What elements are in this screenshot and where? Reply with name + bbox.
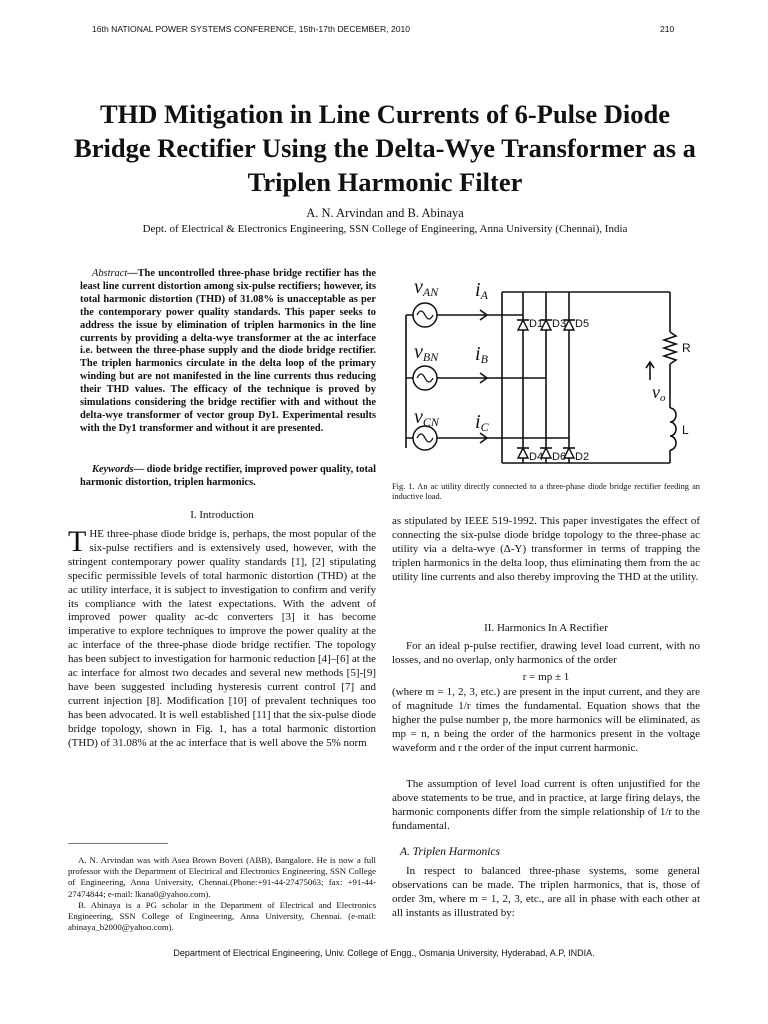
label-ia: iA — [475, 279, 488, 302]
figure-caption: Fig. 1. An ac utility directly connected to a three-phase diode bridge rectifier feeding an inductive load. — [392, 482, 700, 502]
label-van: vAN — [414, 276, 439, 299]
label-r: R — [682, 341, 691, 355]
footnote-rule — [68, 843, 168, 844]
label-d6: D6 — [552, 451, 567, 463]
section-2-heading: II. Harmonics In A Rectifier — [484, 622, 608, 634]
label-d3: D3 — [552, 318, 567, 330]
right-para-1: as stipulated by IEEE 519-1992. This paper investigates the effect of connecting the six-pulse diode bridge topology to the three-phase ac utility via a delta-wye (Δ-Y) transformer in terms of trapping the triplen harmonics in the delta loop, thus eliminating them from the ac utility line currents and also thereby improving the THD at the utility. — [392, 515, 700, 583]
conference-header: 16th NATIONAL POWER SYSTEMS CONFERENCE, 15th-17th DECEMBER, 2010 — [92, 24, 411, 34]
drop-cap: T — [68, 525, 87, 558]
label-vo: vo — [652, 382, 666, 404]
footnotes — [68, 855, 376, 933]
right-para-4: The assumption of level load current is often unjustified for the above statements to be true, and in practice, at large firing delays, the harmonic components differ from the simple relationship of 1/r to the fundamental. — [392, 778, 700, 832]
right-para-5: In respect to balanced three-phase systems, some general observations can be made. The triplen harmonics, that is, those of order 3m, where m = 1, 2, 3, etc., are all in phase with each other at all instants as illustrated by: — [392, 865, 700, 919]
label-d2: D2 — [575, 451, 590, 463]
page-footer: Department of Electrical Engineering, Univ. College of Engg., Osmania University, Hyderabad, A.P, INDIA. — [173, 948, 595, 958]
subsection-heading: A. Triplen Harmonics — [400, 846, 500, 858]
diode-d1-symbol — [518, 320, 528, 330]
abstract-label: Abstract — [92, 268, 128, 279]
label-l: L — [682, 423, 689, 437]
authors: A. N. Arvindan and B. Abinaya — [306, 206, 464, 220]
right-para-3: (where m = 1, 2, 3, etc.) are present in the input current, and they are of magnitude 1/r times the fundamental. Equation shows that the higher the pulse number p, the more harmonics will be eliminated, as mp = n, n being the order of the harmonics present in the voltage waveform and r the order of the input current harmonic. — [392, 686, 700, 754]
abstract: Abstract—The uncontrolled three-phase bridge rectifier has the least line current distortion among six-pulse rectifiers; however, its total harmonic distortion (THD) of 31.08% is unacceptable as per the contemporary power quality standards. This paper seeks to address the issue by elimination of triplen harmonics in the line currents by providing a delta-wye transformer at the ac interface i.e. between the three-phase supply and the diode bridge rectifier. The triplen harmonics circulate in the delta loop of the primary winding but are not manifested in the line currents thus reducing their THD values. The efficacy of the technique is proved by simulations considering the bridge rectifier with and without the delta-wye transformer of vector group Dy1. Experimental results with the Dy1 transformer and without it are presented. — [80, 268, 376, 434]
keywords: Keywords— diode bridge rectifier, improved power quality, total harmonic distortion, triplen harmonics. — [80, 464, 376, 488]
introduction-text — [68, 525, 376, 751]
footnote-1: A. N. Arvindan was with Asea Brown Boveri (ABB), Bangalore. He is now a full professor with the Department of Electrical and Electronics Engineering, SSN College of Engineering, Anna University, Chennai.(Phone:+91-44-27475063; fax: +91-44-27474844; e-mail: lkana0@yahoo.com). — [68, 855, 376, 899]
section-1-heading: I. Introduction — [190, 509, 254, 521]
footnote-2: B. Abinaya is a PG scholar in the Department of Electrical and Electronics Engineering, SSN College of Engineering, Anna University, Chennai. (e-mail: abinaya_b2000@yahoo.com). — [68, 899, 376, 933]
label-d5: D5 — [575, 318, 590, 330]
diode-d4-symbol — [518, 448, 528, 458]
keywords-label: Keywords — [92, 464, 134, 475]
equation: r = mp ± 1 — [522, 671, 570, 683]
label-vbn: vBN — [414, 341, 439, 364]
label-vcn: vCN — [414, 406, 439, 429]
label-ic: iC — [475, 411, 489, 434]
circuit-diagram — [392, 268, 700, 478]
abstract-text: The uncontrolled three-phase bridge rectifier has the least line current distortion among six-pulse rectifiers; however, its total harmonic distortion (THD) of 31.08% is unacceptable as per the contemporary power quality standards. This paper seeks to address the issue by elimination of triplen harmonics in the line currents by providing a delta-wye transformer at the ac interface i.e. between the three-phase supply and the diode bridge rectifier. The triplen harmonics circulate in the delta loop of the primary winding but are not manifested in the line currents thus reducing their THD values. The efficacy of the technique is proved by simulations considering the bridge rectifier with and without the delta-wye transformer of vector group Dy1. Experimental results with the Dy1 transformer and without it are presented. — [80, 268, 376, 434]
right-para-2: For an ideal p-pulse rectifier, drawing level load current, with no losses, and no overlap, only harmonics of the order — [392, 640, 700, 666]
page-number: 210 — [660, 24, 675, 34]
paper-title: THD Mitigation in Line Currents of 6-Pulse Diode Bridge Rectifier Using the Delta-Wye Transformer as a Triplen Harmonic Filter — [74, 99, 696, 197]
label-ib: iB — [475, 343, 488, 366]
label-d4: D4 — [529, 451, 544, 463]
keywords-text: diode bridge rectifier, improved power quality, total harmonic distortion, triplen harmonics. — [80, 464, 376, 488]
intro-body: HE three-phase diode bridge is, perhaps, the most popular of the six-pulse rectifiers and is extensively used, however, with the stringent contemporary power quality standards [1], [2] stipulating specific permissible levels of total harmonic distortion (THD) at the ac utility interface, it is subject to investigation to confirm and verify its compliance with the latest expectations. With the advent of improved power quality ac-dc converters [3] it has become imperative to explore techniques to improve the power quality at the ac interface of the three-phase diode bridge rectifier. The topology has been subject to investigation for harmonic reduction [4]–[6] at the ac interface for almost two decades and several new methods [5]-[9] have been suggested including hysteresis current control [7] and current injection [8]. Modification [10] of prevalent techniques too has been advocated. It is well established [11] that the six-pulse diode bridge topology, shown in Fig. 1, has a total harmonic distortion (THD) of 31.08% at the ac interface that is well above the 5% norm — [68, 528, 376, 749]
label-d1: D1 — [529, 318, 544, 330]
affiliation: Dept. of Electrical & Electronics Engineering, SSN College of Engineering, Anna University (Chennai), India — [142, 223, 628, 235]
